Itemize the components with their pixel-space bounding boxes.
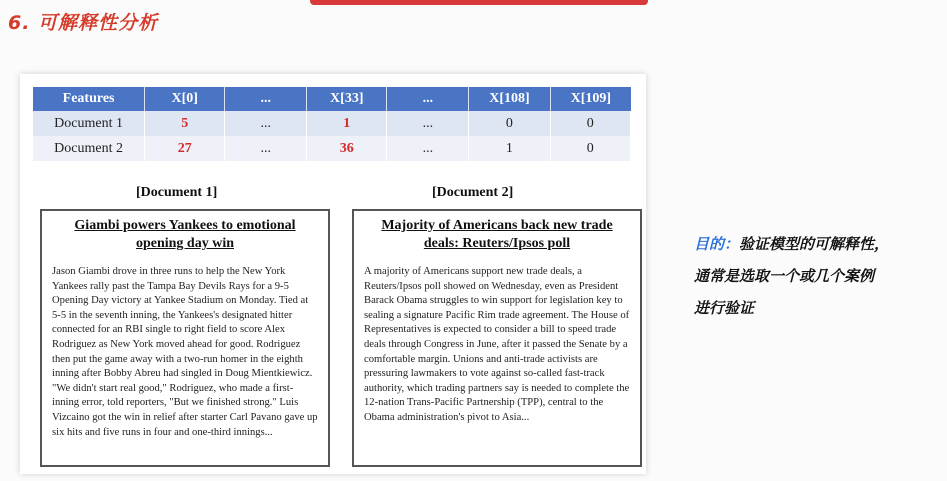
table-header-cell: X[0]: [145, 87, 225, 111]
document-1-box: [40, 209, 330, 467]
table-header-cell: X[109]: [551, 87, 631, 111]
table-cell: ...: [225, 136, 307, 161]
purpose-label: 目的：: [694, 235, 740, 253]
document-1-body: Jason Giambi drove in three runs to help the New York Yankees rally past the Tampa Bay Devils Rays for a 9-5 Opening Day victory at Yankee Stadium on Monday. Tied at 5-5 in the seventh inning, the Yankees's designated hitter connected for an RBI single to right field to score Alex Rodriguez as New York moved ahead for good. Rodriguez then put the game away with a two-run homer in the eighth inning after Bobby Abreu had singled in Doug Mientkiewicz. "We didn't start real good," Rodriguez, who made a first-inning error, told reporters, "But we finished strong." Luis Vizcaino got the win in relief after starter Carl Pavano gave up six hits and five runs in four and one-third innings...: [52, 266, 318, 438]
purpose-text-1: 验证模型的可解释性，: [739, 235, 890, 253]
content-card: [20, 74, 646, 474]
table-row: [33, 136, 631, 161]
feature-table: [33, 87, 631, 161]
table-cell: 5: [145, 111, 225, 136]
table-cell: ...: [225, 111, 307, 136]
document-2-headline: Majority of Americans back new trade deals: Reuters/Ipsos poll: [381, 218, 613, 251]
purpose-text-2: 通常是选取一个或几个案例: [694, 267, 875, 285]
purpose-text-3: 进行验证: [694, 299, 755, 317]
table-header-cell: ...: [225, 87, 307, 111]
table-row: [33, 111, 631, 136]
table-header-cell: ...: [387, 87, 469, 111]
row-label: Document 2: [33, 136, 145, 161]
table-cell: ...: [387, 136, 469, 161]
table-header-cell: X[33]: [307, 87, 387, 111]
table-cell: 0: [551, 111, 631, 136]
slide-title: 6. 可解释性分析: [8, 12, 159, 34]
document-1-headline: Giambi powers Yankees to emotional opening day win: [74, 218, 296, 251]
table-header-cell: X[108]: [469, 87, 550, 111]
table-cell: 27: [145, 136, 225, 161]
purpose-line-1: [694, 228, 944, 260]
document-1-label: [Document 1]: [136, 185, 218, 200]
table-cell: 1: [307, 111, 387, 136]
row-label: Document 1: [33, 111, 145, 136]
table-cell: ...: [387, 111, 469, 136]
document-2-label: [Document 2]: [432, 185, 514, 200]
table-cell: 0: [551, 136, 631, 161]
top-accent-bar: [310, 0, 648, 5]
table-cell: 1: [469, 136, 550, 161]
purpose-note: [694, 228, 944, 324]
table-header-cell: Features: [33, 87, 145, 111]
table-cell: 0: [469, 111, 550, 136]
table-header-row: [33, 87, 631, 111]
document-2-body: A majority of Americans support new trade deals, a Reuters/Ipsos poll showed on Wednesday, even as President Barack Obama struggles to win support for legislation key to sealing a signature Pacific Rim trade agreement. The House of Representatives is expected to consider a bill to speed trade deals through Congress in June, after it passed the Senate by a comfortable margin. Unions and anti-trade activists are pressuring lawmakers to vote against so-called fast-track authority, which trading partners say is needed to complete the 12-nation Trans-Pacific Partnership (TPP), central to the Obama administration's pivot to Asia...: [364, 266, 630, 423]
table-cell: 36: [307, 136, 387, 161]
document-2-box: [352, 209, 642, 467]
